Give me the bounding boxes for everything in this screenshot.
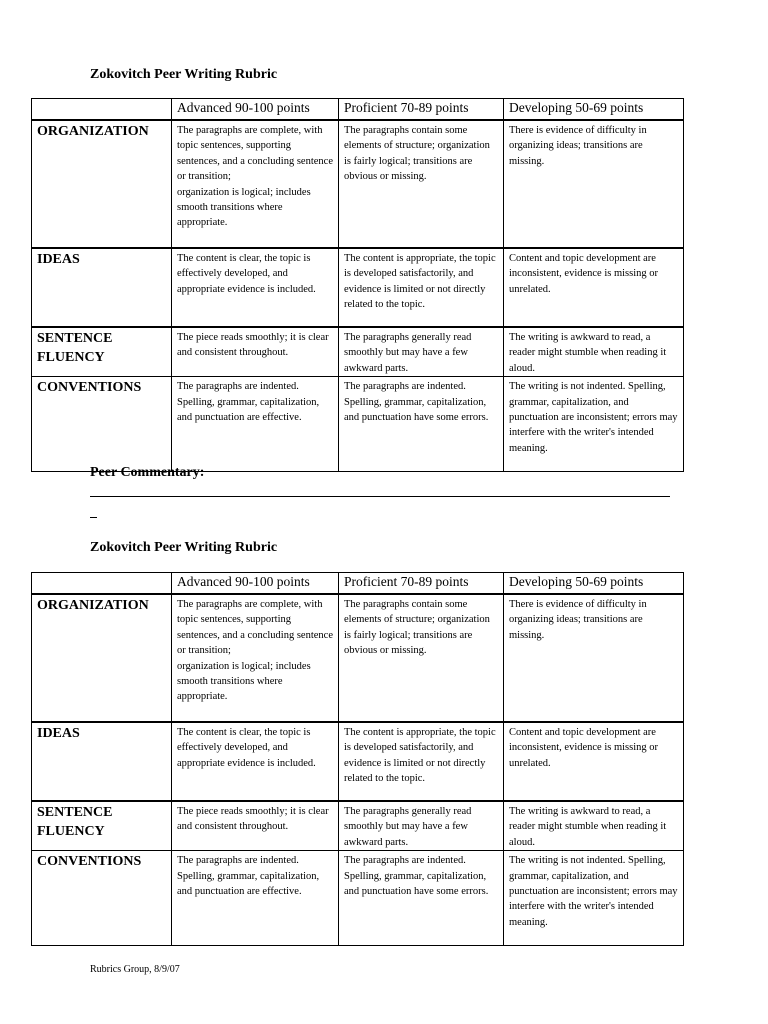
header-criterion	[32, 99, 172, 121]
developing-cell: There is evidence of difficulty in organizing ideas; transitions are missing.	[504, 120, 684, 248]
header-advanced: Advanced 90-100 points	[172, 99, 339, 121]
header-developing: Developing 50-69 points	[504, 99, 684, 121]
table-row	[32, 377, 684, 472]
table-row	[32, 120, 684, 248]
header-proficient: Proficient 70-89 points	[339, 99, 504, 121]
advanced-cell: The paragraphs are indented. Spelling, grammar, capitalization, and punctuation are effective.	[172, 851, 339, 946]
table-row	[32, 722, 684, 801]
rubric-table	[31, 98, 684, 472]
header-criterion	[32, 573, 172, 595]
table-row	[32, 594, 684, 722]
developing-cell: The writing is not indented. Spelling, grammar, capitalization, and punctuation are inconsistent; errors may interfere with the writer's intended meaning.	[504, 377, 684, 472]
criterion-ideas: IDEAS	[32, 248, 172, 327]
criterion-organization: ORGANIZATION	[32, 120, 172, 248]
advanced-cell: The paragraphs are complete, with topic sentences, supporting sentences, and a concluding sentence or transition; organization is logical; includes smooth transitions where appropriate.	[172, 594, 339, 722]
developing-cell: The writing is awkward to read, a reader might stumble when reading it aloud.	[504, 327, 684, 377]
criterion-ideas: IDEAS	[32, 722, 172, 801]
header-row	[32, 573, 684, 595]
developing-cell: The writing is not indented. Spelling, grammar, capitalization, and punctuation are inconsistent; errors may interfere with the writer's intended meaning.	[504, 851, 684, 946]
header-developing: Developing 50-69 points	[504, 573, 684, 595]
commentary-writing-line	[90, 496, 670, 497]
table-row	[32, 851, 684, 946]
proficient-cell: The paragraphs generally read smoothly but may have a few awkward parts.	[339, 327, 504, 377]
developing-cell: There is evidence of difficulty in organizing ideas; transitions are missing.	[504, 594, 684, 722]
proficient-cell: The content is appropriate, the topic is developed satisfactorily, and evidence is limited or not directly related to the topic.	[339, 248, 504, 327]
commentary-dash	[90, 517, 97, 518]
header-row	[32, 99, 684, 121]
criterion-conventions: CONVENTIONS	[32, 377, 172, 472]
rubric-title: Zokovitch Peer Writing Rubric	[90, 67, 278, 82]
criterion-organization: ORGANIZATION	[32, 594, 172, 722]
table-row	[32, 801, 684, 851]
advanced-cell: The content is clear, the topic is effectively developed, and appropriate evidence is included.	[172, 722, 339, 801]
proficient-cell: The paragraphs are indented. Spelling, grammar, capitalization, and punctuation have some errors.	[339, 377, 504, 472]
criterion-sentence-fluency: SENTENCE FLUENCY	[32, 327, 172, 377]
developing-cell: Content and topic development are inconsistent, evidence is missing or unrelated.	[504, 722, 684, 801]
table-row	[32, 327, 684, 377]
header-advanced: Advanced 90-100 points	[172, 573, 339, 595]
peer-commentary-label: Peer Commentary:	[90, 465, 205, 480]
proficient-cell: The content is appropriate, the topic is developed satisfactorily, and evidence is limited or not directly related to the topic.	[339, 722, 504, 801]
rubric-table	[31, 572, 684, 946]
criterion-conventions: CONVENTIONS	[32, 851, 172, 946]
proficient-cell: The paragraphs generally read smoothly but may have a few awkward parts.	[339, 801, 504, 851]
advanced-cell: The piece reads smoothly; it is clear and consistent throughout.	[172, 801, 339, 851]
rubric-title: Zokovitch Peer Writing Rubric	[90, 540, 278, 555]
header-proficient: Proficient 70-89 points	[339, 573, 504, 595]
advanced-cell: The content is clear, the topic is effectively developed, and appropriate evidence is included.	[172, 248, 339, 327]
developing-cell: The writing is awkward to read, a reader might stumble when reading it aloud.	[504, 801, 684, 851]
criterion-sentence-fluency: SENTENCE FLUENCY	[32, 801, 172, 851]
proficient-cell: The paragraphs contain some elements of structure; organization is fairly logical; transitions are obvious or missing.	[339, 594, 504, 722]
footer-credit: Rubrics Group, 8/9/07	[90, 964, 180, 975]
developing-cell: Content and topic development are inconsistent, evidence is missing or unrelated.	[504, 248, 684, 327]
advanced-cell: The paragraphs are indented. Spelling, grammar, capitalization, and punctuation are effective.	[172, 377, 339, 472]
advanced-cell: The piece reads smoothly; it is clear and consistent throughout.	[172, 327, 339, 377]
table-row	[32, 248, 684, 327]
advanced-cell: The paragraphs are complete, with topic sentences, supporting sentences, and a concluding sentence or transition; organization is logical; includes smooth transitions where appropriate.	[172, 120, 339, 248]
proficient-cell: The paragraphs contain some elements of structure; organization is fairly logical; transitions are obvious or missing.	[339, 120, 504, 248]
proficient-cell: The paragraphs are indented. Spelling, grammar, capitalization, and punctuation have some errors.	[339, 851, 504, 946]
